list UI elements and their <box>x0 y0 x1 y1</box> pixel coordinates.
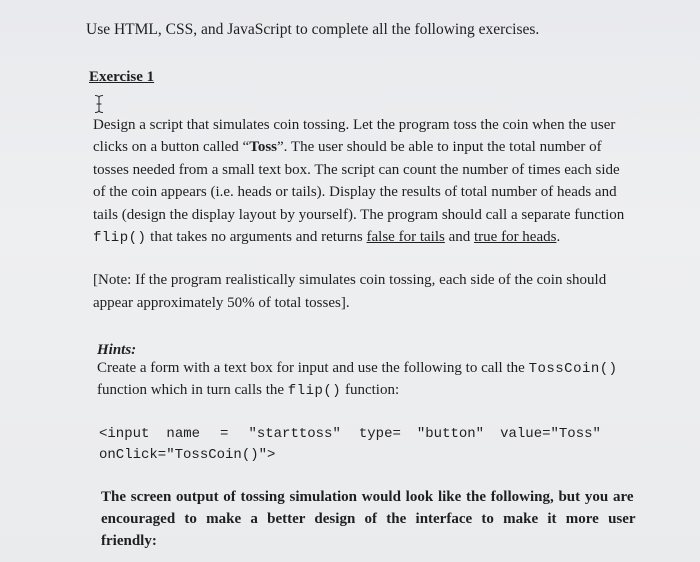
paragraph-line-5: tails (design the display layout by yourself). The program should call a separate function <box>93 207 625 223</box>
toss-keyword: Toss <box>249 139 278 155</box>
code-token: type= <box>358 426 401 442</box>
exercise-title: Exercise 1 <box>89 69 155 85</box>
text-cursor-icon <box>93 94 105 114</box>
code-token: "starttoss" <box>248 426 341 442</box>
paragraph-text: . <box>556 229 561 245</box>
code-token: "button" <box>416 426 485 442</box>
paragraph-text: clicks on a button called “ <box>93 139 250 155</box>
code-token: = <box>220 426 229 442</box>
code-token: name <box>166 426 201 442</box>
hints-text: Create a form with a text box for input and use the following to call the <box>97 360 529 376</box>
output-line-2: encouraged to make a better design of the interface to make it more user <box>101 511 636 527</box>
code-line-2: onClick="TossCoin()"> <box>99 447 276 463</box>
note-line-2: appear approximately 50% of total tosses]. <box>93 295 350 311</box>
intro-text: Use HTML, CSS, and JavaScript to complete all the following exercises. <box>86 21 540 38</box>
flip-code: flip() <box>93 230 147 246</box>
paragraph-line-1: Design a script that simulates coin tossing. Let the program toss the coin when the user <box>93 117 616 133</box>
paragraph-text: that takes no arguments and returns <box>146 229 367 245</box>
paragraph-line-2 <box>93 138 602 156</box>
hints-line-1 <box>97 359 618 378</box>
paragraph-text: ”. The user should be able to input the total number of <box>277 139 602 155</box>
hints-text: function which in turn calls the <box>97 382 288 398</box>
code-line-1 <box>99 425 601 443</box>
true-for-heads: true for heads <box>474 229 557 245</box>
code-token: value="Toss" <box>500 426 601 442</box>
code-token: <input <box>99 426 150 442</box>
paragraph-line-4: of the coin appears (i.e. heads or tails). Display the results of total number of heads and <box>93 184 617 200</box>
flip-code: flip() <box>287 383 342 399</box>
tosscoin-code: TossCoin() <box>528 361 618 377</box>
note-line-1: [Note: If the program realistically simulates coin tossing, each side of the coin should <box>93 272 607 288</box>
hints-line-2 <box>97 381 399 400</box>
false-for-tails: false for tails <box>366 229 445 245</box>
hints-text: function: <box>341 382 400 398</box>
output-line-3: friendly: <box>101 533 157 549</box>
hints-title: Hints: <box>97 342 137 358</box>
paragraph-line-3: tosses needed from a small text box. The script can count the number of times each side <box>93 162 620 178</box>
paragraph-text: and <box>444 229 474 245</box>
output-line-1: The screen output of tossing simulation would look like the following, but you are <box>101 489 634 505</box>
paragraph-line-6 <box>93 228 560 247</box>
